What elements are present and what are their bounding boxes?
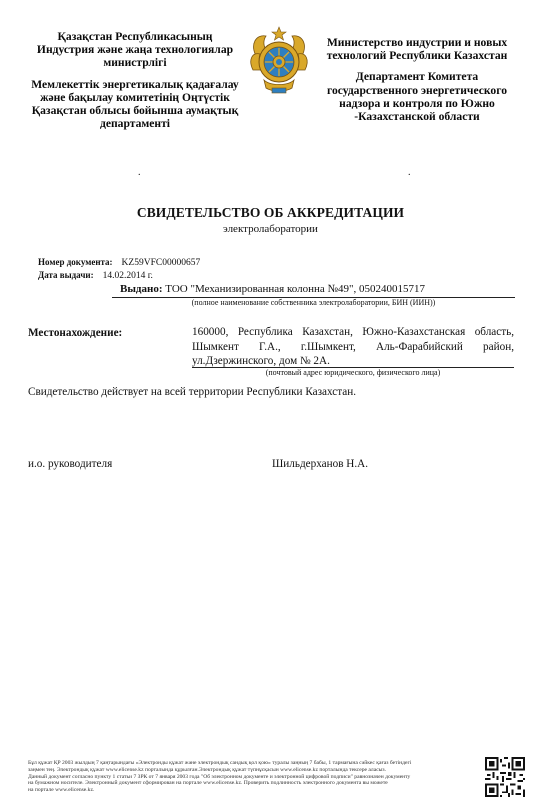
separator-dot: . xyxy=(138,167,141,178)
header-left-line: Мемлекеттік энергетикалық қадағалау xyxy=(31,77,239,91)
validity-statement: Свидетельство действует на всей территории Республики Казахстан. xyxy=(28,386,357,398)
footer-line: заңмен тең. Электрондық құжат www.elicense.kz порталында құрылған.Электрондық құжат түпнұсқасын www.elicense.kz порталында тексере аласыз. xyxy=(28,766,387,773)
location-label: Местонахождение: xyxy=(28,327,123,339)
header-right-line: государственного энергетического xyxy=(326,83,507,97)
separator-dot: . xyxy=(408,167,411,178)
issue-date-value: 14.02.2014 г. xyxy=(102,271,153,281)
signer-name: Шильдерханов Н.А. xyxy=(272,458,369,470)
issued-note: (полное наименование собственника электролаборатории, БИН (ИИН)) xyxy=(191,298,436,307)
issued-to-value: ТОО "Механизированная колонна №49", 050240015717 xyxy=(165,283,425,295)
doc-number-value: KZ59VFC00000657 xyxy=(121,258,201,268)
header-right-line: -Казахстанской области xyxy=(354,110,480,124)
certificate-subtitle: электролаборатории xyxy=(223,223,318,235)
signer-title: и.о. руководителя xyxy=(28,458,113,470)
state-emblem-icon xyxy=(248,26,310,96)
header-left-line: Қазақстан Республикасының xyxy=(57,30,213,43)
header-kazakh xyxy=(20,30,250,130)
header-left-line: және бақылау комитетінің Оңтүстік xyxy=(40,90,230,104)
header-right-line: надзора и контроля по Южно xyxy=(339,96,495,110)
issue-date-row xyxy=(38,265,153,283)
footer-line: Данный документ согласно пункту 1 статьи 7 ЗРК от 7 января 2003 года "Об электронном документе и электронной цифровой подписи" равнозначен документу xyxy=(28,773,411,780)
footer-line: Бұл құжат ҚР 2003 жылдың 7 қаңтарындағы «Электронды құжат және электрондық сандық қол қою» туралы заңның 7 бабы, 1 тармағына сәйкес қағаз бетіндегі xyxy=(28,760,412,766)
location-note: (почтовый адрес юридического, физического лица) xyxy=(265,368,441,377)
header-left-line: департаменті xyxy=(99,117,171,131)
issued-row xyxy=(120,283,425,295)
location-value: 160000, Республика Казахстан, Южно-Казахстанская область, Шымкент Г.А., г.Шымкент, Аль-Фарабийский район, ул.Дзержинского, дом № 2А. xyxy=(192,326,514,367)
doc-number-label: Номер документа: xyxy=(38,257,113,267)
issued-label: Выдано: xyxy=(120,283,163,295)
certificate-title: СВИДЕТЕЛЬСТВО ОБ АККРЕДИТАЦИИ xyxy=(136,205,405,220)
header-right-line: Департамент Комитета xyxy=(355,70,479,84)
header-right-line: Министерство индустрии и новых xyxy=(326,36,508,49)
footer-line: на портале www.elicense.kz. xyxy=(28,787,95,794)
header-left-line: министрлігі xyxy=(103,56,167,70)
qr-code-icon xyxy=(485,757,525,797)
issue-date-label: Дата выдачи: xyxy=(38,270,94,280)
header-left-line: Қазақстан облысы бойынша аумақтық xyxy=(31,104,239,118)
footer-legal-text xyxy=(28,760,468,794)
header-right-line: технологий Республики Казахстан xyxy=(326,49,508,63)
footer-line: на бумажном носителе. Электронный документ сформирован на портале www.elicense.kz. Проверить подлинность электронного документа вы можете xyxy=(28,780,388,787)
header-left-line: Индустрия және жаңа технологиялар xyxy=(36,43,234,57)
header-russian xyxy=(312,36,522,123)
